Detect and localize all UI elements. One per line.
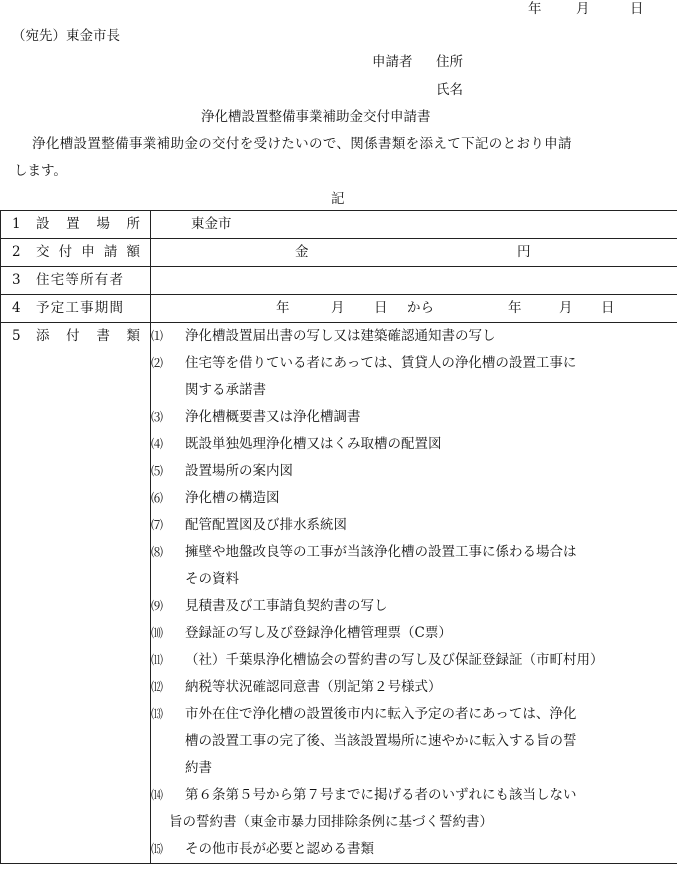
attachment-item — [151, 431, 677, 458]
ki-heading: 記 — [331, 191, 345, 207]
attachment-number: ⒁ — [151, 788, 164, 802]
attachment-number: ⑺ — [151, 518, 164, 532]
attachment-text: 浄化槽設置届出書の写し又は建築確認通知書の写し — [185, 328, 496, 344]
location-value: 東金市 — [191, 216, 232, 232]
row-attachments — [1, 323, 677, 864]
period-end-day: 日 — [601, 300, 615, 316]
period-end-month: 月 — [559, 300, 573, 316]
attachment-item — [151, 836, 677, 863]
period-end-year: 年 — [508, 300, 522, 316]
attachment-item — [151, 701, 677, 782]
name-label: 氏名 — [436, 82, 463, 98]
row-label-owner: 住宅等所有者 — [36, 272, 125, 288]
location-value-cell[interactable] — [151, 211, 677, 239]
attachment-text-continued: 約書 — [185, 760, 212, 776]
attachment-text: 納税等状況確認同意書（別記第２号様式） — [185, 679, 442, 695]
attachments-list — [151, 323, 677, 864]
applicant-label: 申請者 — [372, 54, 413, 70]
attachment-number: ⒀ — [151, 707, 164, 721]
period-start-day: 日 — [374, 300, 388, 316]
attachment-number: ⑽ — [151, 626, 164, 640]
attachment-number: ⒂ — [151, 842, 164, 856]
row-label-attachments: 添 付 書 類 — [36, 328, 140, 344]
attachment-number: ⑹ — [151, 491, 164, 505]
attachment-text: 登録証の写し及び登録浄化槽管理票（C票） — [185, 625, 452, 641]
date-line — [528, 0, 644, 17]
attachment-text-continued: 旨の誓約書（東金市暴力団排除条例に基づく誓約書） — [169, 814, 493, 830]
attachment-text: 第６条第５号から第７号までに掲げる者のいずれにも該当しない — [185, 787, 577, 803]
address-label: 住所 — [436, 54, 463, 70]
row-amount — [1, 239, 677, 267]
owner-value-cell[interactable] — [151, 267, 677, 295]
attachment-item — [151, 620, 677, 647]
row-location — [1, 211, 677, 239]
attachment-item — [151, 512, 677, 539]
attachment-item — [151, 593, 677, 620]
attachment-number: ⑾ — [151, 653, 164, 667]
date-day: 日 — [630, 1, 644, 17]
attachment-number: ⑼ — [151, 599, 164, 613]
attachment-item — [151, 674, 677, 701]
attachment-number: ⑶ — [151, 410, 164, 424]
attachment-text: 住宅等を借りている者にあっては、賃貸人の浄化槽の設置工事に — [185, 355, 577, 371]
document-title: 浄化槽設置整備事業補助金交付申請書 — [201, 109, 431, 125]
attachment-item — [151, 782, 677, 836]
attachment-item — [151, 539, 677, 593]
period-start-year: 年 — [276, 300, 290, 316]
row-number: 5 — [12, 328, 21, 344]
amount-value-cell[interactable] — [151, 239, 677, 267]
date-year: 年 — [528, 1, 542, 17]
attachment-number: ⑻ — [151, 545, 164, 559]
period-value-cell[interactable] — [151, 295, 677, 323]
amount-yen: 円 — [517, 244, 531, 260]
attachment-item — [151, 458, 677, 485]
row-label-location: 設 置 場 所 — [36, 216, 140, 232]
amount-kin: 金 — [295, 244, 309, 260]
attachment-item — [151, 350, 677, 404]
attachment-number: ⑷ — [151, 437, 164, 451]
attachment-text: 浄化槽の構造図 — [185, 490, 280, 506]
application-table — [0, 210, 677, 864]
attachment-text-continued: その資料 — [185, 571, 239, 587]
row-period — [1, 295, 677, 323]
attachment-item — [151, 485, 677, 512]
row-label-period: 予定工事期間 — [36, 300, 125, 316]
attachment-text: 既設単独処理浄化槽又はくみ取槽の配置図 — [185, 436, 442, 452]
row-number: 3 — [12, 272, 21, 288]
attachment-text: 擁壁や地盤改良等の工事が当該浄化槽の設置工事に係わる場合は — [185, 544, 577, 560]
attachment-number: ⑵ — [151, 356, 164, 370]
attachment-text: 浄化槽概要書又は浄化槽調書 — [185, 409, 361, 425]
attachment-text: 配管配置図及び排水系統図 — [185, 517, 347, 533]
intro-text-line1: 浄化槽設置整備事業補助金の交付を受けたいので、関係書類を添えて下記のとおり申請 — [32, 136, 572, 152]
attachment-item — [151, 404, 677, 431]
attachment-text: 市外在住で浄化槽の設置後市内に転入予定の者にあっては、浄化 — [185, 706, 577, 722]
row-owner — [1, 267, 677, 295]
period-from: から — [407, 300, 434, 316]
attachment-text: その他市長が必要と認める書類 — [185, 841, 374, 857]
intro-text-line2: します。 — [14, 163, 67, 179]
addressee: （宛先）東金市長 — [12, 28, 120, 44]
attachment-text-continued: 槽の設置工事の完了後、当該設置場所に速やかに転入する旨の誓 — [185, 733, 577, 749]
attachment-item — [151, 647, 677, 674]
date-month: 月 — [576, 1, 590, 17]
attachment-number: ⑿ — [151, 680, 164, 694]
attachment-text: 設置場所の案内図 — [185, 463, 293, 479]
attachment-number: ⑴ — [151, 329, 164, 343]
attachment-number: ⑸ — [151, 464, 164, 478]
row-number: 2 — [12, 244, 21, 260]
row-number: 4 — [12, 300, 21, 316]
attachment-item — [151, 323, 677, 350]
period-start-month: 月 — [331, 300, 345, 316]
attachment-text: （社）千葉県浄化槽協会の誓約書の写し及び保証登録証（市町村用） — [185, 652, 604, 668]
row-number: 1 — [12, 216, 21, 232]
attachment-text: 見積書及び工事請負契約書の写し — [185, 598, 388, 614]
row-label-amount: 交 付 申 請 額 — [36, 244, 140, 260]
attachment-text-continued: 関する承諾書 — [185, 382, 266, 398]
